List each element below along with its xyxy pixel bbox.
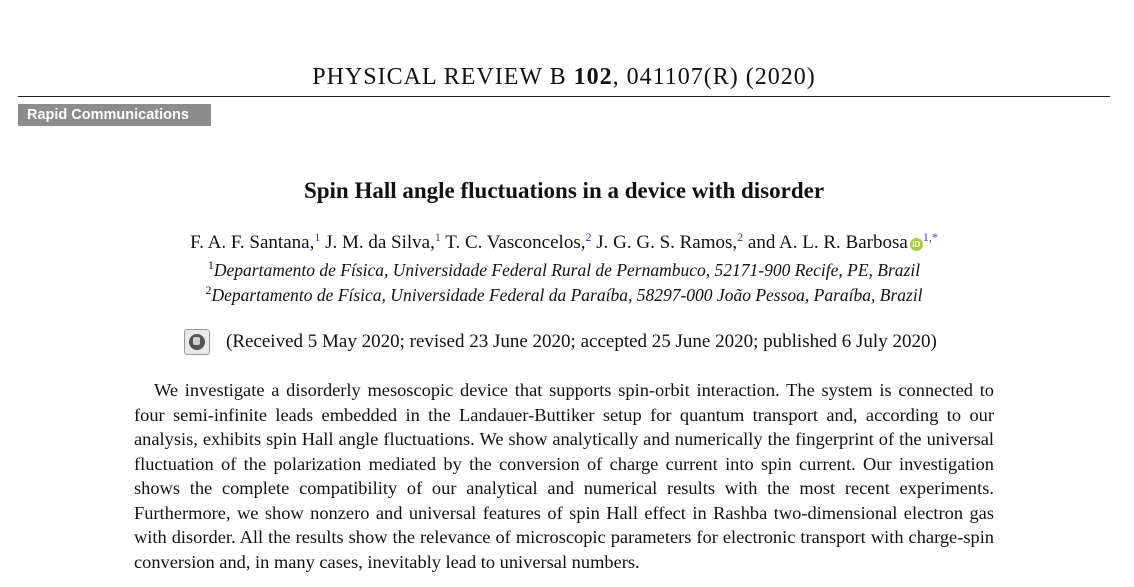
affiliation-2 <box>0 285 1128 306</box>
header-divider <box>18 96 1110 97</box>
section-badge[interactable]: Rapid Communications <box>18 104 211 126</box>
affiliation-link[interactable]: 2 <box>737 230 744 244</box>
journal-name: PHYSICAL REVIEW B <box>312 64 567 90</box>
affiliation-link[interactable]: 2 <box>585 230 592 244</box>
affiliation-marker: 2 <box>205 283 212 297</box>
author-list <box>0 232 1128 254</box>
affiliation-link[interactable]: 1 <box>434 230 441 244</box>
crossmark-ring <box>189 334 205 350</box>
affiliation-1 <box>0 260 1128 281</box>
author-name: and A. L. R. Barbosa <box>747 232 908 253</box>
affiliation-text: Departamento de Física, Universidade Federal da Paraíba, 58297-000 João Pessoa, Paraíba, Brazil <box>211 285 923 305</box>
article-title: Spin Hall angle fluctuations in a device with disorder <box>303 178 825 203</box>
journal-volume[interactable]: 102 <box>573 64 613 90</box>
affiliation-link[interactable]: 1,* <box>922 230 938 244</box>
article-id: , 041107(R) (2020) <box>612 64 816 90</box>
journal-header <box>0 64 1128 91</box>
publication-history: (Received 5 May 2020; revised 23 June 2020; accepted 25 June 2020; published 6 July 2020) <box>226 331 937 352</box>
crossmark-icon[interactable] <box>184 329 210 355</box>
abstract-text: We investigate a disorderly mesoscopic device that supports spin-orbit interaction. The system is connected to four semi-infinite leads embedded in the Landauer-Buttiker setup for quantum transport and, according to our analysis, exhibits spin Hall angle fluctuations. We show analytically and numerically the fingerprint of the universal fluctuation of the polarization mediated by the conversion of charge current into spin current. Our investigation shows the complete compatibility of our analytical and numerical results with the most recent experiments. Furthermore, we show nonzero and universal features of spin Hall effect in Rashba two-dimensional electron gas with disorder. All the results show the relevance of microscopic parameters for electronic transport with charge-spin conversion and, in many cases, inevitably lead to universal numbers. <box>134 380 994 572</box>
affiliation-link[interactable]: 1 <box>314 230 321 244</box>
orcid-icon[interactable]: iD <box>910 238 923 251</box>
author-name: T. C. Vasconcelos, <box>445 232 586 253</box>
publication-history-row <box>0 329 1134 359</box>
affiliation-marker: 1 <box>207 258 214 272</box>
author-name: F. A. F. Santana, <box>190 232 315 253</box>
affiliation-text: Departamento de Física, Universidade Federal Rural de Pernambuco, 52171-900 Recife, PE, Brazil <box>213 260 921 280</box>
author-name: J. M. da Silva, <box>325 232 435 253</box>
author-name: J. G. G. S. Ramos, <box>596 232 738 253</box>
